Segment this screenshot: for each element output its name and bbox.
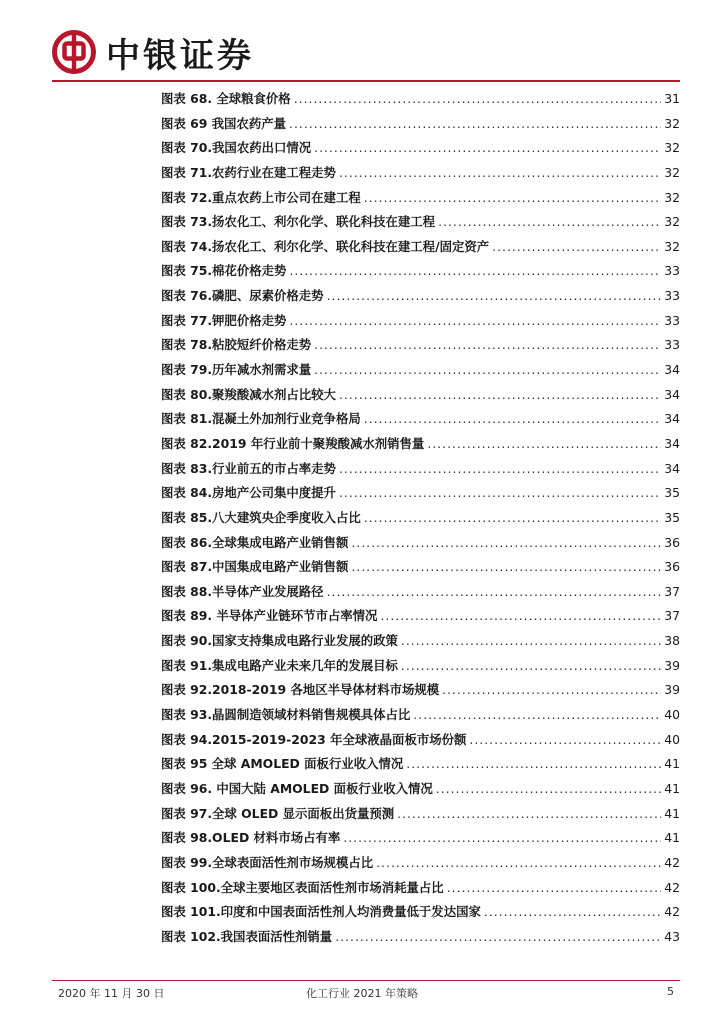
toc-entry-label: 图表 86.全球集成电路产业销售额: [161, 534, 349, 550]
toc-entry-label: 图表 92.2018-2019 各地区半导体材料市场规模: [161, 682, 440, 698]
toc-entry[interactable]: [161, 309, 680, 334]
toc-leader-dots: [289, 112, 661, 137]
toc-entry-label: 图表 85.八大建筑央企季度收入占比: [161, 509, 361, 525]
toc-entry-page: 33: [664, 288, 680, 304]
toc-entry-page: 37: [664, 608, 680, 624]
toc-entry-page: 39: [664, 657, 680, 673]
toc-entry-label: 图表 69 我国农药产量: [161, 115, 286, 131]
toc-entry[interactable]: [161, 333, 680, 358]
toc-entry[interactable]: [161, 851, 680, 876]
toc-leader-dots: [406, 752, 661, 777]
toc-leader-dots: [413, 703, 661, 728]
toc-entry-page: 40: [664, 707, 680, 723]
toc-leader-dots: [436, 777, 661, 802]
toc-entry[interactable]: [161, 284, 680, 309]
toc-entry[interactable]: [161, 678, 680, 703]
toc-entry-label: 图表 93.晶圆制造领域材料销售规模具体占比: [161, 707, 411, 723]
toc-leader-dots: [380, 604, 661, 629]
toc-leader-dots: [343, 826, 661, 851]
toc-leader-dots: [376, 851, 661, 876]
toc-entry-label: 图表 72.重点农药上市公司在建工程: [161, 189, 361, 205]
toc-entry-page: 34: [664, 411, 680, 427]
toc-leader-dots: [438, 210, 661, 235]
footer-date: 2020 年 11 月 30 日: [58, 987, 165, 1000]
toc-entry-page: 43: [664, 928, 680, 944]
toc-leader-dots: [364, 407, 661, 432]
toc-entry[interactable]: [161, 728, 680, 753]
toc-entry-label: 图表 77.钾肥价格走势: [161, 312, 287, 328]
toc-entry-page: 41: [664, 780, 680, 796]
toc-entry[interactable]: [161, 407, 680, 432]
toc-entry-page: 40: [664, 731, 680, 747]
brand-name: 中银证券: [106, 35, 254, 76]
toc-entry-label: 图表 75.棉花价格走势: [161, 263, 287, 279]
toc-entry-label: 图表 83.行业前五的市占率走势: [161, 460, 336, 476]
toc-entry[interactable]: [161, 752, 680, 777]
table-of-figures: [161, 87, 680, 949]
toc-leader-dots: [339, 161, 661, 186]
toc-entry-label: 图表 102.我国表面活性剂销量: [161, 928, 333, 944]
toc-entry-page: 42: [664, 854, 680, 870]
toc-entry[interactable]: [161, 259, 680, 284]
toc-entry-page: 35: [664, 485, 680, 501]
bank-of-china-logo-icon: [52, 30, 96, 74]
toc-entry[interactable]: [161, 826, 680, 851]
toc-entry-page: 32: [664, 140, 680, 156]
footer-title: 化工行业 2021 年策略: [306, 987, 418, 1000]
toc-entry-label: 图表 82.2019 年行业前十聚羧酸减水剂销售量: [161, 435, 425, 451]
toc-entry[interactable]: [161, 383, 680, 408]
toc-entry-label: 图表 73.扬农化工、利尔化学、联化科技在建工程: [161, 214, 436, 230]
toc-entry-page: 32: [664, 189, 680, 205]
toc-entry-page: 35: [664, 509, 680, 525]
toc-leader-dots: [339, 457, 661, 482]
toc-entry-page: 34: [664, 362, 680, 378]
header-divider: [52, 80, 680, 82]
toc-entry-label: 图表 99.全球表面活性剂市场规模占比: [161, 854, 374, 870]
toc-entry-label: 图表 91.集成电路产业未来几年的发展目标: [161, 657, 398, 673]
toc-entry[interactable]: [161, 777, 680, 802]
toc-entry[interactable]: [161, 506, 680, 531]
toc-entry[interactable]: [161, 703, 680, 728]
toc-leader-dots: [447, 876, 662, 901]
toc-entry-page: 33: [664, 312, 680, 328]
toc-entry-label: 图表 84.房地产公司集中度提升: [161, 485, 336, 501]
toc-entry[interactable]: [161, 925, 680, 950]
toc-entry-label: 图表 79.历年减水剂需求量: [161, 362, 312, 378]
toc-entry-page: 32: [664, 238, 680, 254]
footer-divider: [52, 980, 680, 981]
toc-leader-dots: [289, 309, 661, 334]
toc-leader-dots: [339, 481, 661, 506]
toc-entry-page: 41: [664, 830, 680, 846]
toc-entry-page: 31: [664, 91, 680, 106]
toc-entry-label: 图表 71.农药行业在建工程走势: [161, 164, 336, 180]
toc-entry[interactable]: [161, 654, 680, 679]
toc-entry-label: 图表 78.粘胶短纤价格走势: [161, 337, 312, 353]
toc-entry-page: 32: [664, 115, 680, 131]
toc-entry-page: 39: [664, 682, 680, 698]
toc-entry-label: 图表 68. 全球粮食价格: [161, 91, 291, 106]
toc-entry-label: 图表 76.磷肥、尿素价格走势: [161, 288, 324, 304]
toc-entry-label: 图表 81.混凝土外加剂行业竞争格局: [161, 411, 361, 427]
toc-leader-dots: [401, 629, 661, 654]
toc-entry[interactable]: [161, 555, 680, 580]
toc-entry[interactable]: [161, 358, 680, 383]
toc-leader-dots: [442, 678, 661, 703]
toc-entry-page: 42: [664, 879, 680, 895]
toc-entry-label: 图表 97.全球 OLED 显示面板出货量预测: [161, 805, 395, 821]
toc-entry[interactable]: [161, 210, 680, 235]
toc-entry-label: 图表 98.OLED 材料市场占有率: [161, 830, 341, 846]
toc-entry-page: 32: [664, 214, 680, 230]
toc-leader-dots: [401, 654, 661, 679]
toc-entry-label: 图表 90.国家支持集成电路行业发展的政策: [161, 633, 398, 649]
toc-leader-dots: [397, 802, 661, 827]
toc-entry[interactable]: [161, 186, 680, 211]
toc-entry-page: 41: [664, 756, 680, 772]
toc-entry[interactable]: [161, 531, 680, 556]
toc-entry-label: 图表 87.中国集成电路产业销售额: [161, 559, 349, 575]
toc-leader-dots: [351, 555, 661, 580]
toc-entry[interactable]: [161, 136, 680, 161]
toc-entry-label: 图表 101.印度和中国表面活性剂人均消费量低于发达国家: [161, 904, 481, 920]
footer-page-number: 5: [667, 985, 674, 998]
toc-leader-dots: [289, 259, 661, 284]
toc-entry[interactable]: [161, 161, 680, 186]
toc-entry-label: 图表 70.我国农药出口情况: [161, 140, 312, 156]
toc-entry[interactable]: [161, 876, 680, 901]
toc-leader-dots: [327, 580, 662, 605]
toc-leader-dots: [427, 432, 661, 457]
toc-entry[interactable]: [161, 580, 680, 605]
toc-entry[interactable]: [161, 235, 680, 260]
toc-entry-page: 36: [664, 534, 680, 550]
toc-entry-label: 图表 96. 中国大陆 AMOLED 面板行业收入情况: [161, 780, 433, 796]
toc-entry-page: 36: [664, 559, 680, 575]
toc-leader-dots: [339, 383, 661, 408]
toc-leader-dots: [335, 925, 661, 950]
page-header: [52, 24, 254, 80]
toc-entry-page: 33: [664, 337, 680, 353]
toc-entry-page: 42: [664, 904, 680, 920]
toc-entry-label: 图表 88.半导体产业发展路径: [161, 583, 324, 599]
toc-entry-label: 图表 80.聚羧酸减水剂占比较大: [161, 386, 336, 402]
toc-leader-dots: [364, 186, 661, 211]
toc-entry-page: 34: [664, 435, 680, 451]
toc-entry[interactable]: [161, 900, 680, 925]
toc-leader-dots: [327, 284, 662, 309]
toc-leader-dots: [351, 531, 661, 556]
toc-leader-dots: [294, 87, 662, 112]
toc-entry-page: 34: [664, 386, 680, 402]
toc-entry-page: 33: [664, 263, 680, 279]
toc-leader-dots: [364, 506, 661, 531]
toc-entry-label: 图表 89. 半导体产业链环节市占率情况: [161, 608, 378, 624]
toc-entry[interactable]: [161, 802, 680, 827]
toc-entry[interactable]: [161, 87, 680, 112]
toc-entry[interactable]: [161, 432, 680, 457]
toc-entry-page: 37: [664, 583, 680, 599]
toc-leader-dots: [314, 358, 661, 383]
toc-entry-page: 34: [664, 460, 680, 476]
toc-entry-page: 32: [664, 164, 680, 180]
toc-entry[interactable]: [161, 457, 680, 482]
toc-entry[interactable]: [161, 112, 680, 137]
toc-leader-dots: [484, 900, 661, 925]
toc-entry[interactable]: [161, 481, 680, 506]
toc-entry-page: 41: [664, 805, 680, 821]
toc-entry-label: 图表 100.全球主要地区表面活性剂市场消耗量占比: [161, 879, 444, 895]
toc-entry[interactable]: [161, 629, 680, 654]
toc-entry-label: 图表 94.2015-2019-2023 年全球液晶面板市场份额: [161, 731, 467, 747]
toc-leader-dots: [492, 235, 661, 260]
toc-entry-label: 图表 95 全球 AMOLED 面板行业收入情况: [161, 756, 404, 772]
toc-leader-dots: [314, 136, 661, 161]
toc-leader-dots: [469, 728, 661, 753]
toc-leader-dots: [314, 333, 661, 358]
toc-entry-label: 图表 74.扬农化工、利尔化学、联化科技在建工程/固定资产: [161, 238, 490, 254]
toc-entry-page: 38: [664, 633, 680, 649]
toc-entry[interactable]: [161, 604, 680, 629]
